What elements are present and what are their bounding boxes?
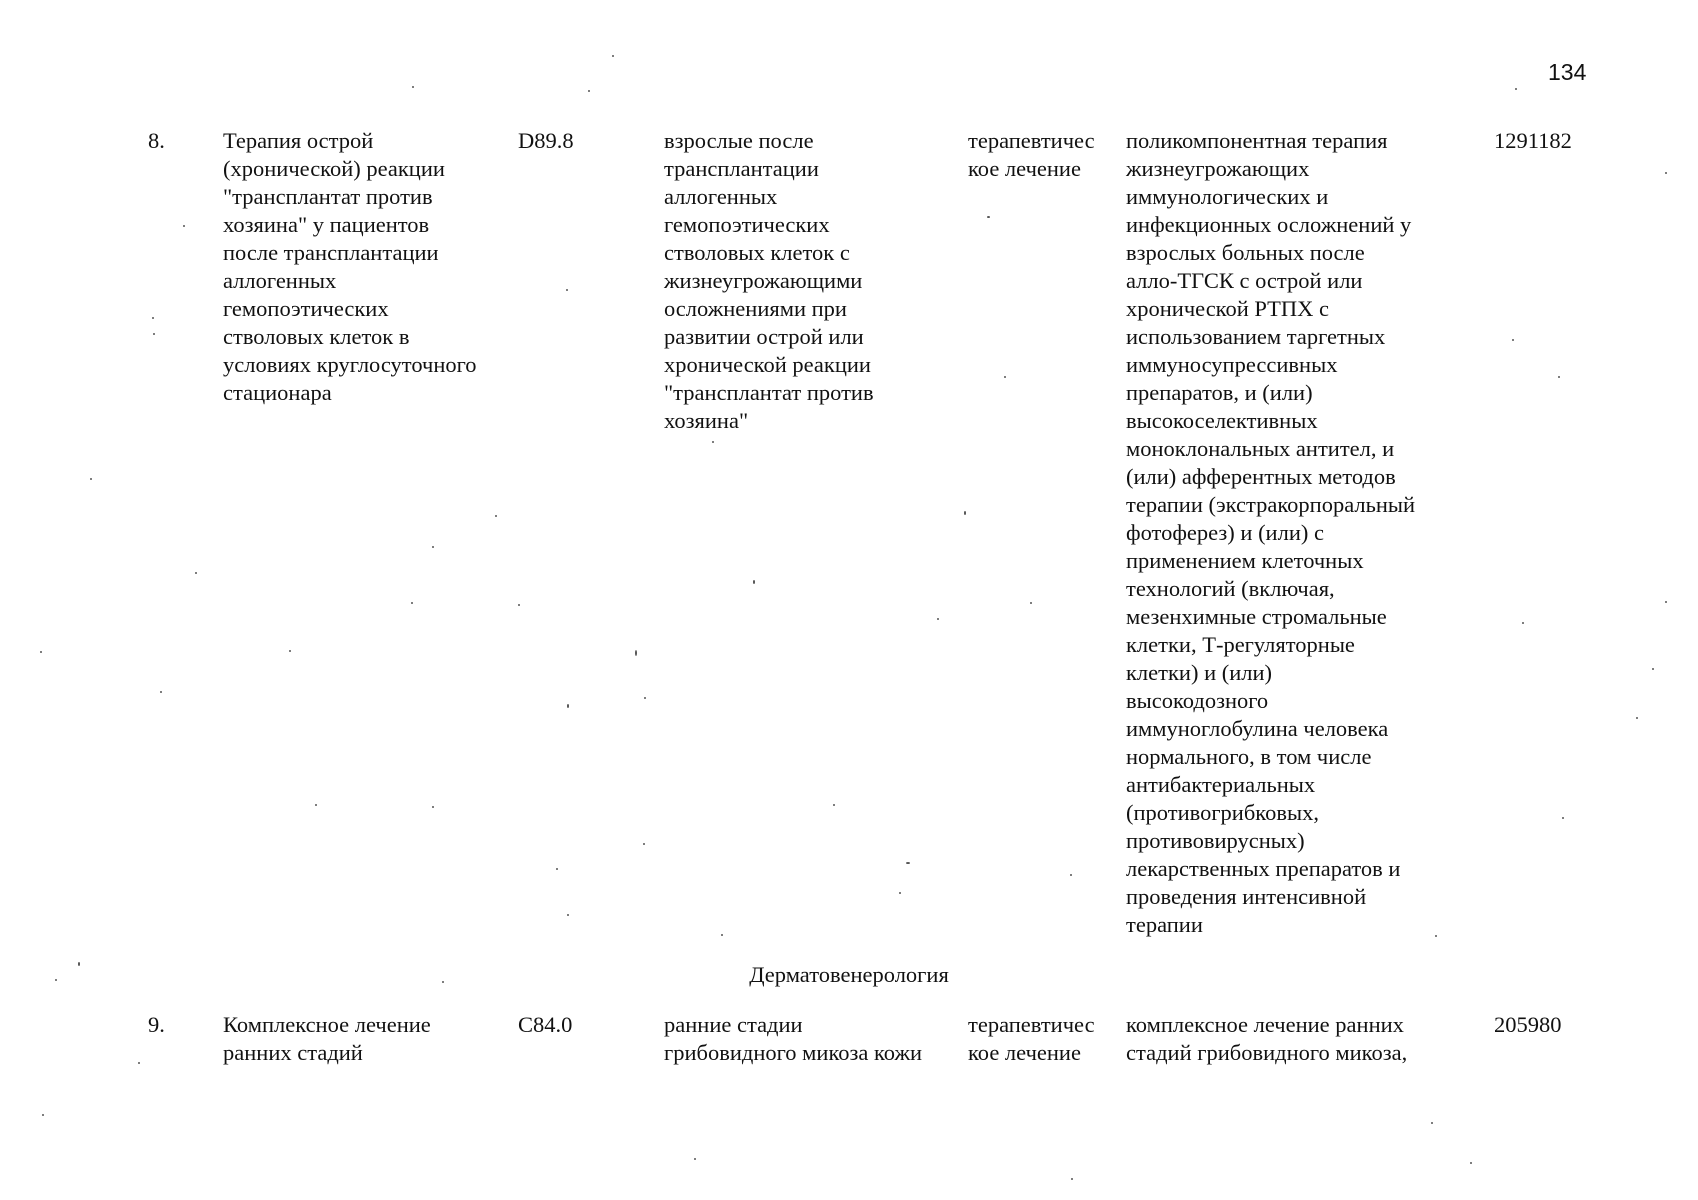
treatment-type: терапевтичес кое лечение xyxy=(968,1012,1095,1065)
cost: 205980 xyxy=(1494,1012,1562,1037)
treatment-method: поликомпонентная терапия жизнеугрожающих иммунологических и инфекционных осложнений у взрослых больных после алло-ТГСК с острой или хронической РТПХ с использованием таргетных иммуносупрессивных препаратов, и (или) высокоселективных моноклональных антител, и (или) афферентных методов терапии (экстракорпоральный фотоферез) и (или) с применением клеточных технологий (включая, мезенхимные стромальные клетки, Т-регуляторные клетки) и (или) высокодозного иммуноглобулина человека нормального, в том числе антибактериальных (противогрибковых, противовирусных) лекарственных препаратов и проведения интенсивной терапии xyxy=(1126,128,1416,937)
patient-model: взрослые после трансплантации аллогенных гемопоэтических стволовых клеток с жизнеугрожающими осложнениями при развитии острой или хронической реакции "трансплантат против хозяина" xyxy=(664,128,874,433)
procedure-name: Комплексное лечение ранних стадий xyxy=(223,1012,431,1065)
cost: 1291182 xyxy=(1494,128,1572,153)
treatment-type: терапевтичес кое лечение xyxy=(968,128,1095,181)
icd-code: D89.8 xyxy=(518,128,574,153)
row-number: 9. xyxy=(148,1012,165,1037)
treatment-method: комплексное лечение ранних стадий грибовидного микоза, xyxy=(1126,1012,1408,1065)
icd-code: C84.0 xyxy=(518,1012,573,1037)
section-heading: Дерматовенерология xyxy=(749,962,949,987)
page-number: 134 xyxy=(1548,59,1587,85)
row-number: 8. xyxy=(148,128,165,153)
patient-model: ранние стадии грибовидного микоза кожи xyxy=(664,1012,923,1065)
procedure-name: Терапия острой (хронической) реакции "трансплантат против хозяина" у пациентов после трансплантации аллогенных гемопоэтических стволовых клеток в условиях круглосуточного стационара xyxy=(223,128,477,405)
